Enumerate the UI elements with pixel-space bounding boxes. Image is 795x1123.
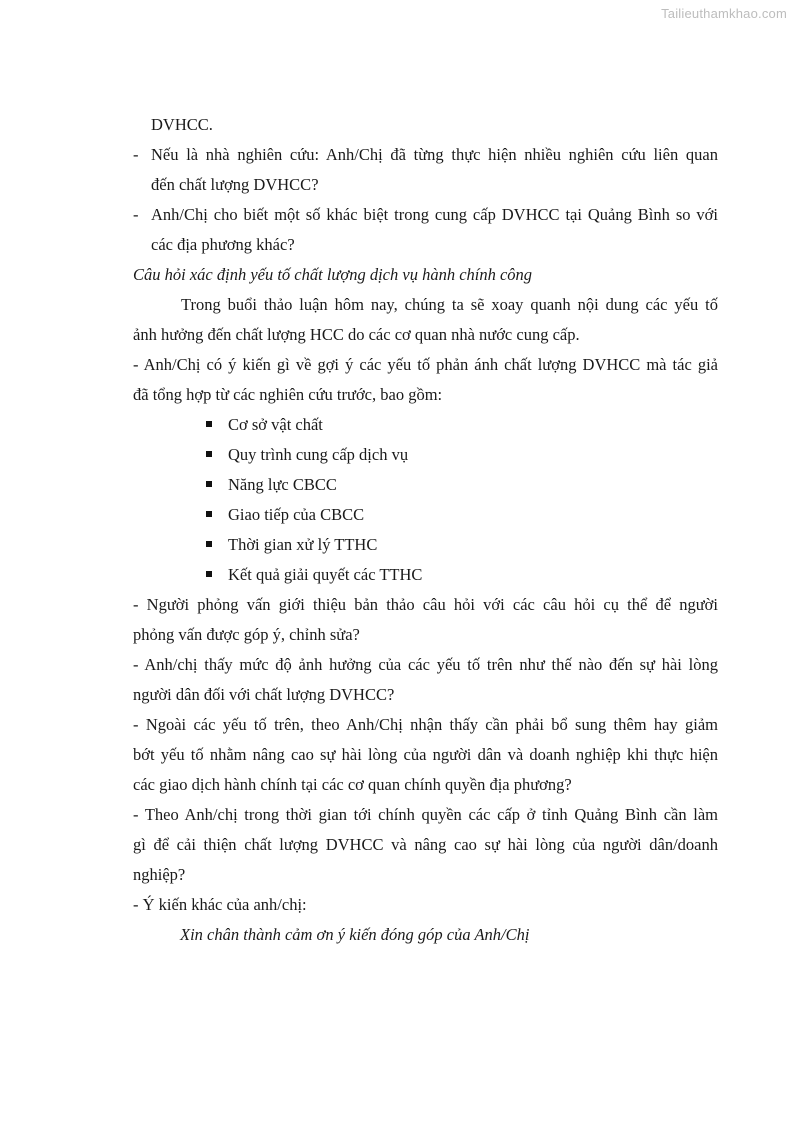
document-body [133, 110, 718, 950]
bullet-square-icon [206, 481, 212, 487]
question-item [133, 140, 718, 200]
section-heading: Câu hỏi xác định yếu tố chất lượng dịch vụ hành chính công [133, 265, 533, 284]
text-line: Trong buổi thảo luận hôm nay, chúng ta sẽ xoay quanh nội dung các yếu tố [181, 295, 718, 314]
text-line: các giao dịch hành chính tại các cơ quan chính quyền địa phương? [133, 775, 572, 794]
text-line: - Người phỏng vấn giới thiệu bản thảo câu hỏi với các câu hỏi cụ thể để người [133, 595, 718, 614]
bullet-square-icon [206, 511, 212, 517]
dash-marker: - [133, 205, 139, 224]
text-line: nghiệp? [133, 865, 186, 884]
text-line [133, 140, 718, 170]
bullet-square-icon [206, 541, 212, 547]
text-line: phỏng vấn được góp ý, chỉnh sửa? [133, 625, 360, 644]
text-line: - Theo Anh/chị trong thời gian tới chính quyền các cấp ở tỉnh Quảng Bình cần làm [133, 805, 718, 824]
text-line: các địa phương khác? [151, 235, 295, 254]
question-item [133, 200, 718, 260]
factor-list [133, 410, 718, 590]
text-line [133, 200, 718, 230]
bullet-square-icon [206, 421, 212, 427]
text-line: bớt yếu tố nhằm nâng cao sự hài lòng của người dân và doanh nghiệp khi thực hiện [133, 745, 718, 764]
text-line: - Ý kiến khác của anh/chị: [133, 895, 307, 914]
question-text: Anh/Chị cho biết một số khác biệt trong cung cấp DVHCC tại Quảng Bình so với [151, 205, 718, 224]
list-item: Kết quả giải quyết các TTHC [206, 560, 718, 590]
closing-line: Xin chân thành cảm ơn ý kiến đóng góp của Anh/Chị [180, 925, 530, 944]
list-item: Quy trình cung cấp dịch vụ [206, 440, 718, 470]
text-line: - Ngoài các yếu tố trên, theo Anh/Chị nhận thấy cần phải bổ sung thêm hay giảm [133, 715, 718, 734]
dash-marker: - [133, 145, 139, 164]
list-item: Giao tiếp của CBCC [206, 500, 718, 530]
list-item: Cơ sở vật chất [206, 410, 718, 440]
question-text: Nếu là nhà nghiên cứu: Anh/Chị đã từng thực hiện nhiều nghiên cứu liên quan [151, 145, 718, 164]
list-item: Thời gian xử lý TTHC [206, 530, 718, 560]
text-line: gì để cải thiện chất lượng DVHCC và nâng cao sự hài lòng của người dân/doanh [133, 835, 718, 854]
text-line: - Anh/Chị có ý kiến gì về gợi ý các yếu tố phản ánh chất lượng DVHCC mà tác giả [133, 355, 718, 374]
text-line: đến chất lượng DVHCC? [151, 175, 319, 194]
text-line: - Anh/chị thấy mức độ ảnh hưởng của các yếu tố trên như thế nào đến sự hài lòng [133, 655, 718, 674]
text-line: người dân đối với chất lượng DVHCC? [133, 685, 395, 704]
text-line: ảnh hưởng đến chất lượng HCC do các cơ quan nhà nước cung cấp. [133, 325, 580, 344]
text-line: đã tổng hợp từ các nghiên cứu trước, bao gồm: [133, 385, 443, 404]
text-line: DVHCC. [151, 115, 213, 134]
watermark-text: Tailieuthamkhao.com [661, 6, 787, 21]
bullet-square-icon [206, 571, 212, 577]
list-item: Năng lực CBCC [206, 470, 718, 500]
bullet-square-icon [206, 451, 212, 457]
